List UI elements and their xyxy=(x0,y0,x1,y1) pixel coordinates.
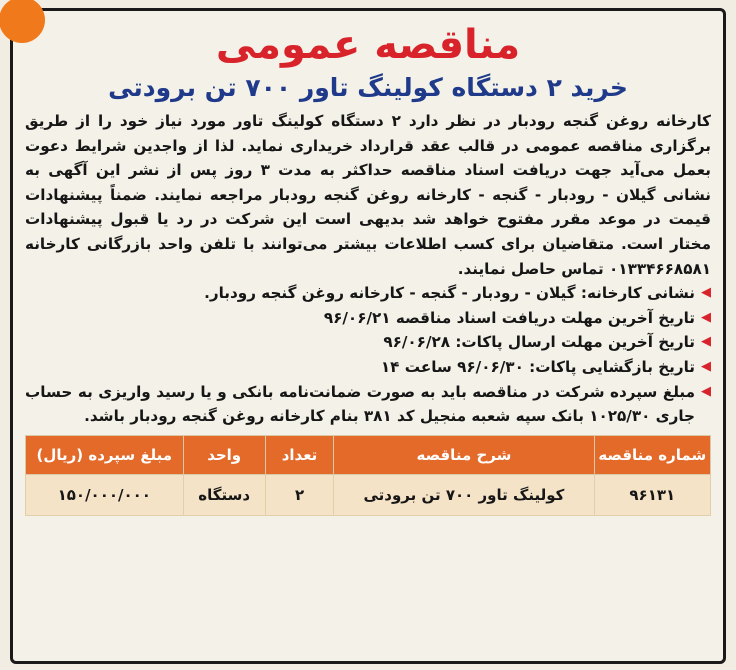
tender-table xyxy=(25,435,711,516)
list-item: ◀ تاریخ بازگشایی پاکات: ۹۶/۰۶/۳۰ ساعت ۱۴ xyxy=(25,355,711,380)
arrow-icon: ◀ xyxy=(701,383,711,399)
arrow-icon: ◀ xyxy=(701,358,711,374)
cell-tender-number: ۹۶۱۳۱ xyxy=(594,474,710,515)
arrow-icon: ◀ xyxy=(701,309,711,325)
list-item: ◀ تاریخ آخرین مهلت دریافت اسناد مناقصه ۹۶/۰۶/۲۱ xyxy=(25,306,711,331)
header-deposit: مبلغ سپرده (ریال) xyxy=(26,435,184,474)
arrow-icon: ◀ xyxy=(701,334,711,350)
list-item: ◀ نشانی کارخانه: گیلان - رودبار - گنجه - کارخانه روغن گنجه رودبار. xyxy=(25,281,711,306)
details-list xyxy=(25,281,711,429)
header-quantity: تعداد xyxy=(265,435,334,474)
notice-subtitle: خرید ۲ دستگاه کولینگ تاور ۷۰۰ تن برودتی xyxy=(108,73,628,102)
cell-deposit: ۱۵۰/۰۰۰/۰۰۰ xyxy=(26,474,184,515)
header-unit: واحد xyxy=(183,435,265,474)
notice-title: مناقصه عمومی xyxy=(215,22,521,68)
list-item: ◀ مبلغ سپرده شرکت در مناقصه باید به صورت ضمانت‌نامه بانکی و یا رسید واریزی به حساب جاری ۱۰۲۵/۳۰ بانک سپه شعبه منجیل کد ۳۸۱ بنام کارخانه روغن گنجه رودبار باشد. xyxy=(25,380,711,429)
list-item: ◀ تاریخ آخرین مهلت ارسال پاکات: ۹۶/۰۶/۲۸ xyxy=(25,330,711,355)
notice-body: کارخانه روغن گنجه رودبار در نظر دارد ۲ دستگاه کولینگ تاور مورد نیاز خود را از طریق برگزاری مناقصه عمومی در قالب عقد قرارداد خریداری نماید. لذا از واجدین شرایط دعوت بعمل می‌آید جهت دریافت اسناد مناقصه حداکثر به مدت ۳ روز پس از نشر این آگهی به نشانی گیلان - رودبار - گنجه - کارخانه روغن گنجه رودبار مراجعه نمایند. ضمناً پیشنهادات قیمت در موعد مقرر مفتوح خواهد شد بدیهی است این شرکت در رد یا قبول پیشنهادات مختار است. متقاضیان برای کسب اطلاعات بیشتر می‌توانند با تلفن واحد بازرگانی کارخانه ۰۱۳۳۴۶۶۸۵۸۱ تماس حاصل نمایند. xyxy=(25,112,711,278)
header-description: شرح مناقصه xyxy=(334,435,594,474)
cell-unit: دستگاه xyxy=(183,474,265,515)
cell-description: کولینگ تاور ۷۰۰ تن برودتی xyxy=(334,474,594,515)
table-header-row xyxy=(26,435,711,474)
table-row xyxy=(26,474,711,515)
cell-quantity: ۲ xyxy=(265,474,334,515)
header-tender-number: شماره مناقصه xyxy=(594,435,710,474)
arrow-icon: ◀ xyxy=(701,285,711,301)
notice-frame xyxy=(10,8,726,664)
